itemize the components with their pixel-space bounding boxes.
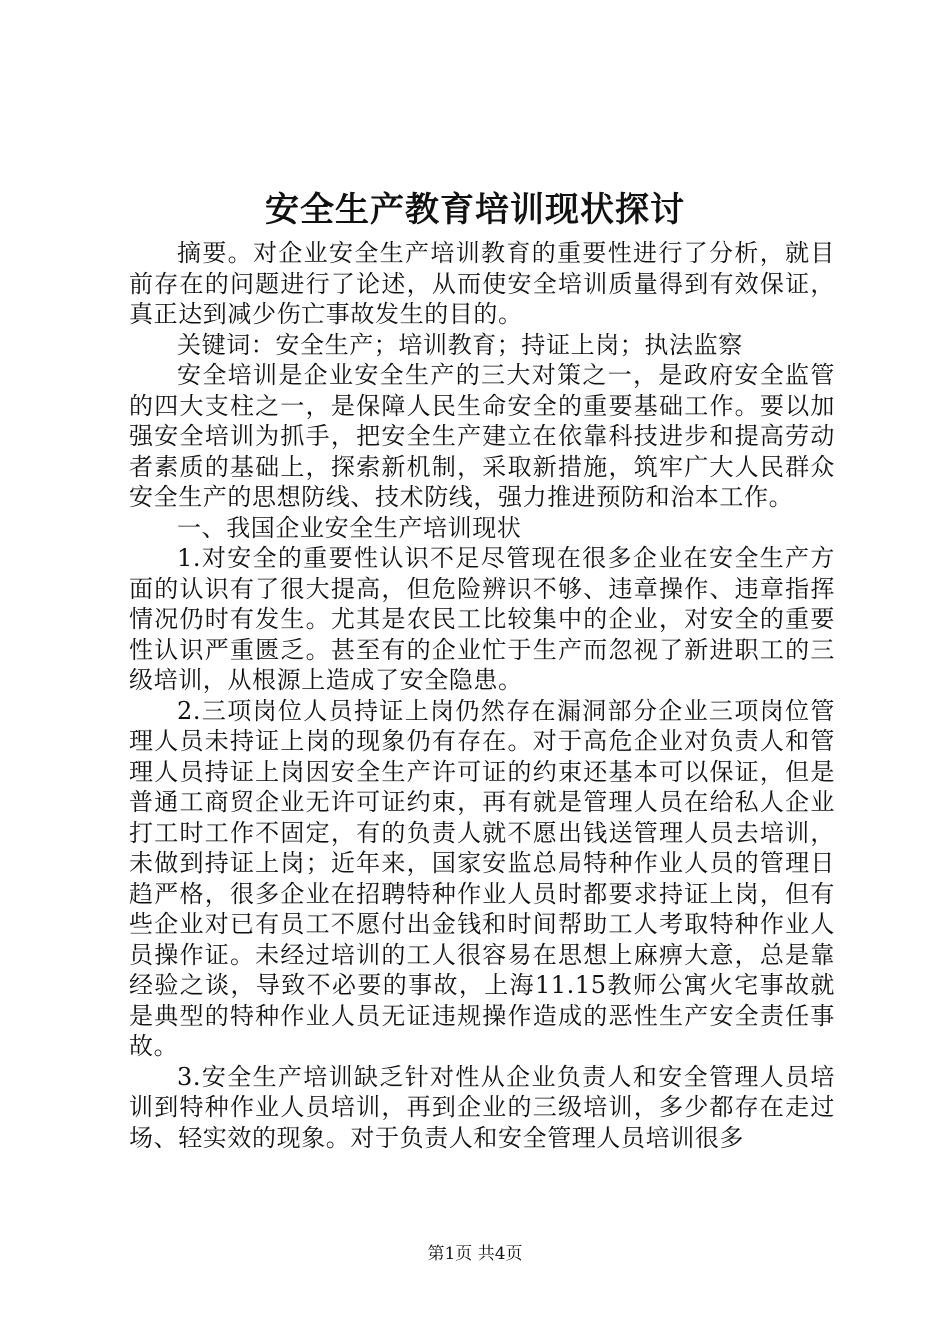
page-footer: 第1页 共4页: [427, 1244, 523, 1264]
document-body: [129, 238, 835, 1153]
point-1-paragraph: 1.对安全的重要性认识不足尽管现在很多企业在安全生产方面的认识有了很大提高，但危险辨识不够、违章操作、违章指挥情况仍时有发生。尤其是农民工比较集中的企业，对安全的重要性认识严重匮乏。甚至有的企业忙于生产而忽视了新进职工的三级培训，从根源上造成了安全隐患。: [129, 544, 835, 694]
section-heading: 一、我国企业安全生产培训现状: [177, 513, 522, 542]
intro-paragraph: 安全培训是企业安全生产的三大对策之一，是政府安全监管的四大支柱之一，是保障人民生命安全的重要基础工作。要以加强安全培训为抓手，把安全生产建立在依靠科技进步和提高劳动者素质的基础上，探索新机制，采取新措施，筑牢广大人民群众安全生产的思想防线、技术防线，强力推进预防和治本工作。: [129, 361, 835, 511]
point-3-paragraph: 3.安全生产培训缺乏针对性从企业负责人和安全管理人员培训到特种作业人员培训，再到企业的三级培训，多少都存在走过场、轻实效的现象。对于负责人和安全管理人员培训很多: [129, 1062, 835, 1152]
keywords-paragraph: 关键词：安全生产；培训教育；持证上岗；执法监察: [177, 330, 743, 359]
document-title: 安全生产教育培训现状探讨: [265, 190, 685, 230]
point-2-paragraph: 2.三项岗位人员持证上岗仍然存在漏洞部分企业三项岗位管理人员未持证上岗的现象仍有存在。对于高危企业对负责人和管理人员持证上岗因安全生产许可证的约束还基本可以保证，但是普通工商贸企业无许可证约束，再有就是管理人员在给私人企业打工时工作不固定，有的负责人就不愿出钱送管理人员去培训，未做到持证上岗；近年来，国家安监总局特种作业人员的管理日趋严格，很多企业在招聘特种作业人员时都要求持证上岗，但有些企业对已有员工不愿付出金钱和时间帮助工人考取特种作业人员操作证。未经过培训的工人很容易在思想上麻痹大意，总是靠经验之谈，导致不必要的事故，上海11.15教师公寓火宅事故就是典型的特种作业人员无证违规操作造成的恶性生产安全责任事故。: [129, 696, 835, 1060]
abstract-paragraph: 摘要。对企业安全生产培训教育的重要性进行了分析，就目前存在的问题进行了论述，从而使安全培训质量得到有效保证，真正达到减少伤亡事故发生的目的。: [129, 239, 835, 328]
